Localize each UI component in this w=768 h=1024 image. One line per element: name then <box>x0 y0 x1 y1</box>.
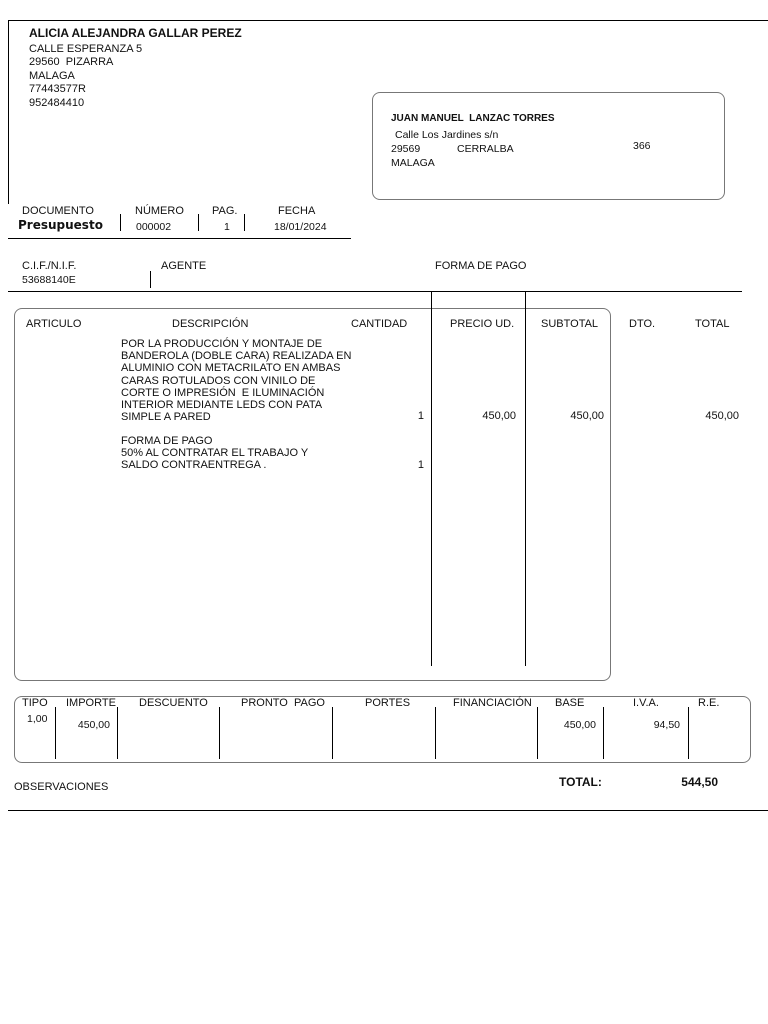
iva-header: I.V.A. <box>633 697 659 709</box>
tipo-header: TIPO <box>22 697 48 709</box>
descuento-header: DESCUENTO <box>139 697 208 709</box>
header-divider-2 <box>198 214 199 231</box>
item-2-description <box>121 435 308 472</box>
description-line: INTERIOR MEDIANTE LEDS CON PATA <box>121 399 323 412</box>
header-divider-1 <box>120 214 121 231</box>
importe-header: IMPORTE <box>66 697 116 709</box>
item-1-subtotal: 450,00 <box>570 410 604 422</box>
fecha-label: FECHA <box>278 205 316 217</box>
recipient-postal: 29569 <box>391 143 421 155</box>
header-underline <box>8 238 351 239</box>
col-dto-header: DTO. <box>629 318 656 330</box>
footer-line <box>8 810 768 811</box>
financiacion-header: FINANCIACIÓN <box>453 697 532 709</box>
description-line: POR LA PRODUCCIÓN Y MONTAJE DE <box>121 338 323 350</box>
recipient-code: 366 <box>633 140 651 152</box>
description-line: FORMA DE PAGO <box>121 435 213 447</box>
totals-divider-financiacion <box>435 707 436 759</box>
total-label: TOTAL: <box>559 775 602 789</box>
cif-value: 53688140E <box>22 274 76 286</box>
portes-header: PORTES <box>365 697 411 709</box>
importe-value: 450,00 <box>77 719 110 731</box>
numero-value: 000002 <box>136 221 172 233</box>
sender-name: ALICIA ALEJANDRA GALLAR PEREZ <box>29 26 242 40</box>
description-line: BANDEROLA (DOBLE CARA) REALIZADA EN <box>121 350 352 363</box>
header-divider-3 <box>244 214 245 231</box>
item-1-precio: 450,00 <box>482 410 516 422</box>
description-line: ALUMINIO CON METACRILATO EN AMBAS <box>121 362 341 375</box>
base-header: BASE <box>555 697 585 709</box>
col-articulo-header: ARTICULO <box>26 318 82 330</box>
item-1-description <box>121 338 351 423</box>
totals-divider-importe <box>55 707 56 759</box>
items-divider-precio <box>431 291 432 666</box>
totals-divider-pronto-pago <box>219 707 220 759</box>
cif-label: C.I.F./N.I.F. <box>22 260 77 272</box>
col-cantidad-header: CANTIDAD <box>351 318 408 330</box>
recipient-street: Calle Los Jardines s/n <box>395 129 499 141</box>
pag-value: 1 <box>224 221 230 233</box>
numero-label: NÚMERO <box>135 205 184 217</box>
sender-phone: 952484410 <box>29 97 85 109</box>
agente-cursor-line <box>150 271 151 288</box>
base-value: 450,00 <box>563 719 596 731</box>
info-underline <box>8 291 742 292</box>
description-line: CARAS ROTULADOS CON VINILO DE <box>121 374 316 387</box>
recipient-box <box>372 92 725 200</box>
total-value: 544,50 <box>681 775 718 789</box>
totals-divider-base <box>537 707 538 759</box>
documento-value: Presupuesto <box>18 218 103 232</box>
recipient-city: CERRALBA <box>457 143 514 155</box>
top-border-line <box>8 20 768 21</box>
totals-divider-re <box>688 707 689 759</box>
observaciones-label: OBSERVACIONES <box>14 781 109 793</box>
left-border-line <box>8 20 9 204</box>
agente-label: AGENTE <box>161 260 207 272</box>
sender-nif: 77443577R <box>29 83 86 95</box>
documento-label: DOCUMENTO <box>22 205 94 217</box>
sender-province: MALAGA <box>29 70 75 82</box>
recipient-province: MALAGA <box>391 157 435 169</box>
totals-divider-iva <box>603 707 604 759</box>
pag-label: PAG. <box>212 205 238 217</box>
col-descripcion-header: DESCRIPCIÓN <box>172 318 249 330</box>
forma-pago-label: FORMA DE PAGO <box>435 260 527 272</box>
sender-street: CALLE ESPERANZA 5 <box>29 43 143 55</box>
re-header: R.E. <box>698 697 720 709</box>
item-1-total: 450,00 <box>705 410 739 422</box>
iva-value: 94,50 <box>653 719 680 731</box>
description-line: CORTE O IMPRESIÓN E ILUMINACIÓN <box>121 386 325 399</box>
recipient-name: JUAN MANUEL LANZAC TORRES <box>391 113 555 124</box>
col-precio-header: PRECIO UD. <box>450 318 515 330</box>
sender-postal-city: 29560 PIZARRA <box>29 56 114 68</box>
col-total-header: TOTAL <box>695 318 730 330</box>
item-2-cantidad: 1 <box>417 459 424 471</box>
totals-divider-descuento <box>117 707 118 759</box>
description-line: SALDO CONTRAENTREGA . <box>121 459 267 472</box>
item-1-cantidad: 1 <box>417 410 424 422</box>
totals-divider-portes <box>332 707 333 759</box>
description-line: 50% AL CONTRATAR EL TRABAJO Y <box>121 447 309 460</box>
description-line: SIMPLE A PARED <box>121 411 211 424</box>
col-subtotal-header: SUBTOTAL <box>541 318 599 330</box>
pronto-pago-header: PRONTO PAGO <box>241 697 325 709</box>
fecha-value: 18/01/2024 <box>274 221 327 233</box>
tipo-value: 1,00 <box>27 713 48 725</box>
items-divider-subtotal <box>525 291 526 666</box>
